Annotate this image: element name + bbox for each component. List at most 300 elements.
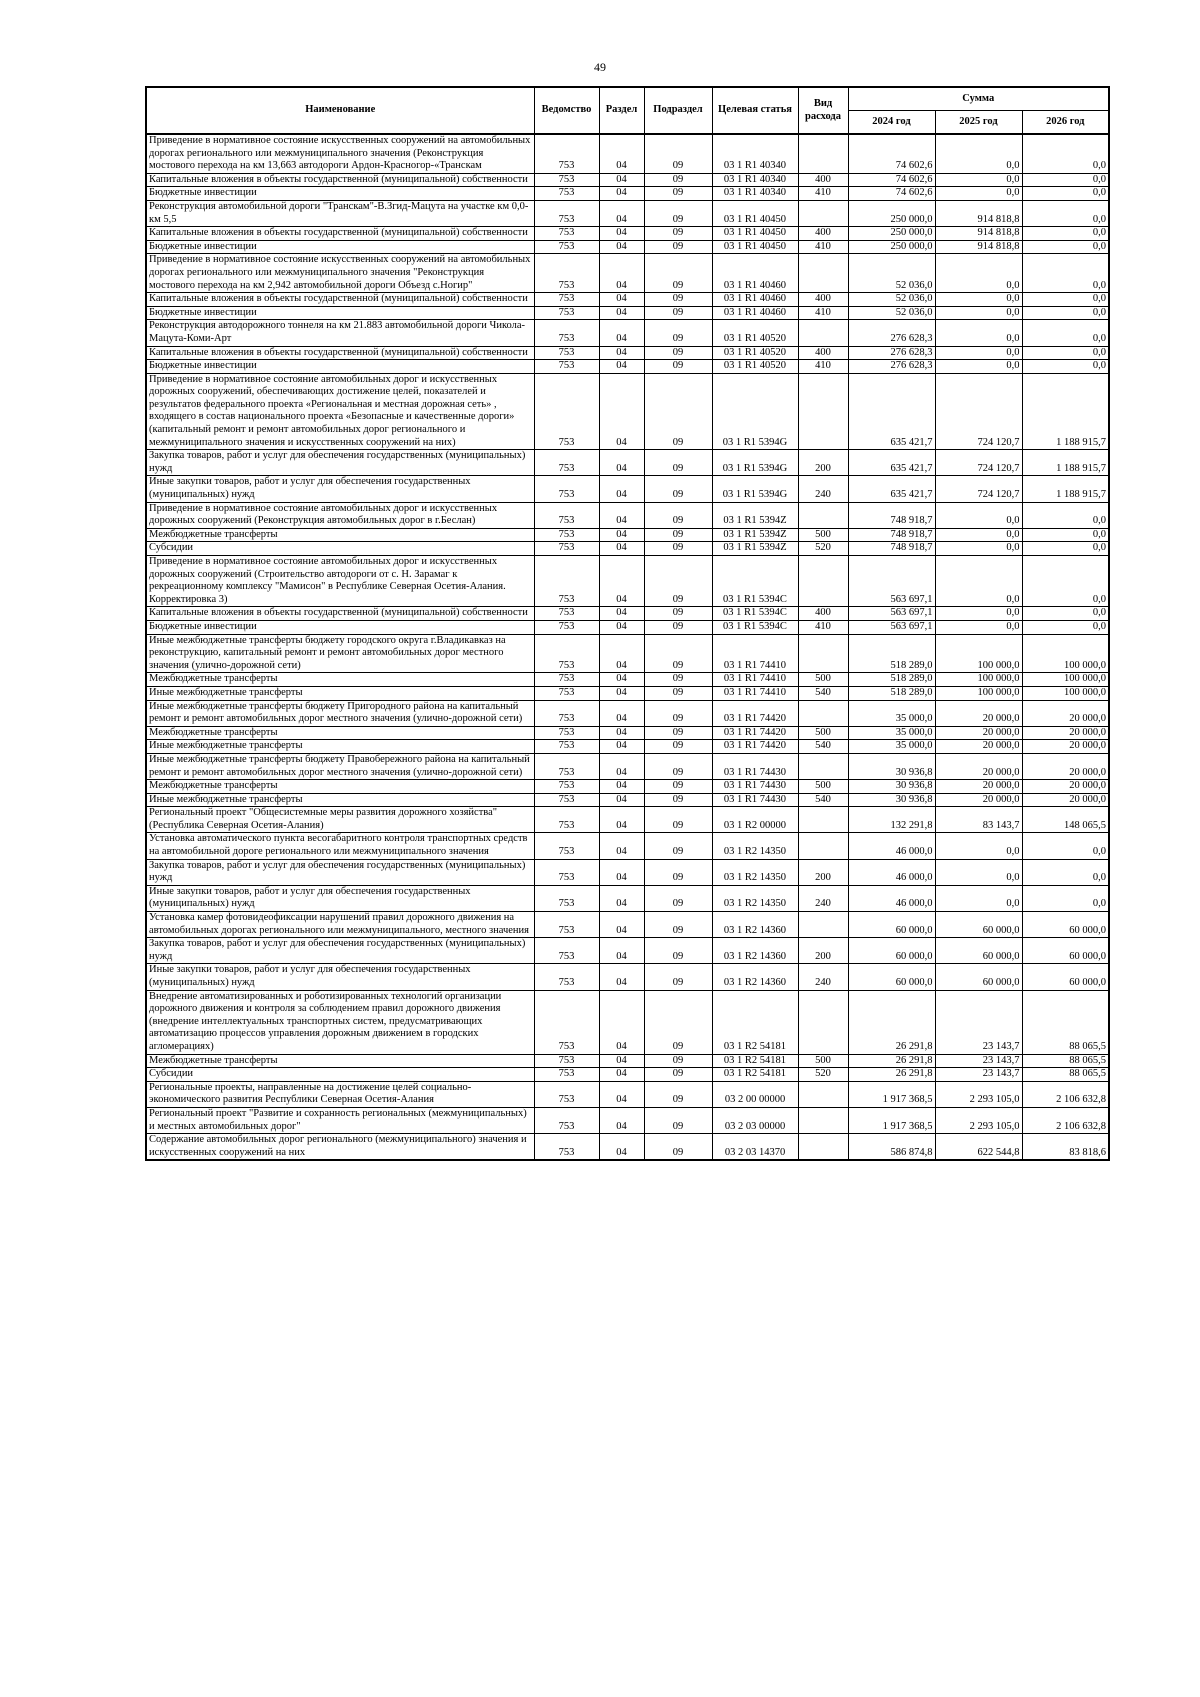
cell-2024: 635 421,7 [848, 450, 935, 476]
cell-2026: 0,0 [1022, 346, 1109, 360]
cell-2026: 2 106 632,8 [1022, 1107, 1109, 1133]
cell-vid [798, 1081, 848, 1107]
cell-podrazdel: 09 [644, 912, 712, 938]
cell-podrazdel: 09 [644, 686, 712, 700]
cell-2026: 0,0 [1022, 620, 1109, 634]
cell-vid: 520 [798, 542, 848, 556]
table-row [146, 240, 1109, 254]
cell-celevaya: 03 1 R1 74420 [712, 740, 798, 754]
cell-celevaya: 03 1 R1 74420 [712, 700, 798, 726]
cell-name: Капитальные вложения в объекты государственной (муниципальной) собственности [146, 293, 534, 307]
cell-name: Приведение в нормативное состояние автомобильных дорог и искусственных дорожных сооружений, обеспечивающих достижение целей, показателей и результатов федерального проекта «Региональная и местная дорожная сеть» , входящего в состав национального проекта «Безопасные и качественные дороги» (капитальный ремонт и ремонт автомобильных дорог регионального и межмуниципального значения и искусственных сооружений на них) [146, 373, 534, 450]
table-row [146, 200, 1109, 226]
cell-vid [798, 833, 848, 859]
cell-2026: 88 065,5 [1022, 990, 1109, 1054]
col-header-name: Наименование [146, 87, 534, 134]
cell-razdel: 04 [599, 134, 644, 173]
cell-2024: 132 291,8 [848, 807, 935, 833]
table-row [146, 912, 1109, 938]
cell-razdel: 04 [599, 833, 644, 859]
cell-name: Закупка товаров, работ и услуг для обеспечения государственных (муниципальных) нужд [146, 859, 534, 885]
table-row [146, 293, 1109, 307]
cell-vid: 400 [798, 346, 848, 360]
cell-podrazdel: 09 [644, 793, 712, 807]
cell-vedomstvo: 753 [534, 1081, 599, 1107]
cell-vid [798, 912, 848, 938]
cell-vid: 240 [798, 964, 848, 990]
cell-2025: 0,0 [935, 859, 1022, 885]
cell-2025: 60 000,0 [935, 938, 1022, 964]
cell-vid [798, 807, 848, 833]
cell-podrazdel: 09 [644, 134, 712, 173]
cell-vid [798, 254, 848, 293]
cell-2024: 635 421,7 [848, 476, 935, 502]
cell-podrazdel: 09 [644, 320, 712, 346]
cell-vid: 500 [798, 673, 848, 687]
cell-razdel: 04 [599, 990, 644, 1054]
cell-2024: 276 628,3 [848, 360, 935, 374]
cell-vid: 410 [798, 187, 848, 201]
cell-vedomstvo: 753 [534, 1068, 599, 1082]
cell-vid: 500 [798, 1054, 848, 1068]
table-row [146, 1107, 1109, 1133]
cell-celevaya: 03 1 R2 14350 [712, 885, 798, 911]
cell-2026: 0,0 [1022, 556, 1109, 607]
cell-2025: 0,0 [935, 833, 1022, 859]
cell-2024: 518 289,0 [848, 673, 935, 687]
cell-vid: 400 [798, 227, 848, 241]
table-row [146, 320, 1109, 346]
table-row [146, 885, 1109, 911]
cell-podrazdel: 09 [644, 542, 712, 556]
cell-name: Закупка товаров, работ и услуг для обеспечения государственных (муниципальных) нужд [146, 938, 534, 964]
cell-vedomstvo: 753 [534, 293, 599, 307]
cell-2024: 30 936,8 [848, 780, 935, 794]
cell-celevaya: 03 1 R1 40450 [712, 240, 798, 254]
cell-vid: 540 [798, 740, 848, 754]
cell-2025: 0,0 [935, 556, 1022, 607]
cell-name: Иные закупки товаров, работ и услуг для обеспечения государственных (муниципальных) нужд [146, 885, 534, 911]
cell-2026: 60 000,0 [1022, 912, 1109, 938]
cell-2026: 0,0 [1022, 293, 1109, 307]
table-row [146, 938, 1109, 964]
cell-name: Реконструкция автомобильной дороги "Транскам"-В.Згид-Мацута на участке км 0,0- км 5,5 [146, 200, 534, 226]
cell-2026: 20 000,0 [1022, 700, 1109, 726]
cell-2026: 0,0 [1022, 360, 1109, 374]
cell-vedomstvo: 753 [534, 528, 599, 542]
cell-razdel: 04 [599, 620, 644, 634]
cell-razdel: 04 [599, 912, 644, 938]
cell-vedomstvo: 753 [534, 726, 599, 740]
table-row [146, 833, 1109, 859]
cell-celevaya: 03 1 R1 74410 [712, 686, 798, 700]
col-header-celevaya: Целевая статья [712, 87, 798, 134]
cell-vedomstvo: 753 [534, 859, 599, 885]
cell-vedomstvo: 753 [534, 964, 599, 990]
cell-razdel: 04 [599, 346, 644, 360]
cell-2025: 0,0 [935, 620, 1022, 634]
cell-vedomstvo: 753 [534, 306, 599, 320]
cell-vid [798, 556, 848, 607]
cell-razdel: 04 [599, 1081, 644, 1107]
cell-celevaya: 03 1 R1 74430 [712, 793, 798, 807]
cell-2024: 60 000,0 [848, 912, 935, 938]
cell-vid: 410 [798, 240, 848, 254]
cell-2025: 724 120,7 [935, 476, 1022, 502]
cell-2025: 0,0 [935, 346, 1022, 360]
cell-vedomstvo: 753 [534, 556, 599, 607]
cell-podrazdel: 09 [644, 700, 712, 726]
table-row [146, 859, 1109, 885]
cell-razdel: 04 [599, 542, 644, 556]
cell-celevaya: 03 1 R1 40520 [712, 346, 798, 360]
table-row [146, 1134, 1109, 1161]
cell-2025: 2 293 105,0 [935, 1081, 1022, 1107]
cell-vedomstvo: 753 [534, 780, 599, 794]
cell-vedomstvo: 753 [534, 187, 599, 201]
cell-2026: 2 106 632,8 [1022, 1081, 1109, 1107]
cell-2025: 23 143,7 [935, 990, 1022, 1054]
cell-celevaya: 03 1 R2 14350 [712, 833, 798, 859]
cell-2025: 914 818,8 [935, 200, 1022, 226]
cell-2025: 0,0 [935, 607, 1022, 621]
cell-razdel: 04 [599, 502, 644, 528]
cell-razdel: 04 [599, 607, 644, 621]
cell-podrazdel: 09 [644, 450, 712, 476]
cell-name: Капитальные вложения в объекты государственной (муниципальной) собственности [146, 173, 534, 187]
cell-razdel: 04 [599, 740, 644, 754]
cell-razdel: 04 [599, 634, 644, 673]
cell-2024: 276 628,3 [848, 346, 935, 360]
table-row [146, 1068, 1109, 1082]
cell-2026: 20 000,0 [1022, 753, 1109, 779]
cell-2025: 0,0 [935, 502, 1022, 528]
cell-vid: 410 [798, 360, 848, 374]
cell-podrazdel: 09 [644, 673, 712, 687]
cell-name: Региональный проект "Развитие и сохранность региональных (межмуниципальных) и местных автомобильных дорог" [146, 1107, 534, 1133]
cell-razdel: 04 [599, 1134, 644, 1161]
cell-vid: 200 [798, 450, 848, 476]
col-header-podrazdel: Подраздел [644, 87, 712, 134]
cell-vedomstvo: 753 [534, 607, 599, 621]
cell-podrazdel: 09 [644, 227, 712, 241]
cell-vedomstvo: 753 [534, 360, 599, 374]
cell-razdel: 04 [599, 753, 644, 779]
col-header-2024: 2024 год [848, 111, 935, 135]
cell-razdel: 04 [599, 793, 644, 807]
cell-celevaya: 03 1 R1 5394G [712, 373, 798, 450]
cell-2026: 0,0 [1022, 502, 1109, 528]
cell-name: Иные межбюджетные трансферты бюджету Пригородного района на капитальный ремонт и ремонт автомобильных дорог местного значения (улично-дорожной сети) [146, 700, 534, 726]
cell-podrazdel: 09 [644, 833, 712, 859]
cell-vedomstvo: 753 [534, 740, 599, 754]
cell-celevaya: 03 1 R2 14350 [712, 859, 798, 885]
cell-name: Иные межбюджетные трансферты бюджету Правобережного района на капитальный ремонт и ремонт автомобильных дорог местного значения (улично-дорожной сети) [146, 753, 534, 779]
cell-vedomstvo: 753 [534, 450, 599, 476]
cell-celevaya: 03 1 R1 5394G [712, 450, 798, 476]
cell-2026: 148 065,5 [1022, 807, 1109, 833]
cell-2026: 20 000,0 [1022, 780, 1109, 794]
cell-name: Приведение в нормативное состояние автомобильных дорог и искусственных дорожных сооружений (Реконструкция автомобильных дорог в г.Беслан) [146, 502, 534, 528]
cell-name: Установка камер фотовидеофиксации нарушений правил дорожного движения на автомобильных дорогах регионального или межмуниципального, местного значения [146, 912, 534, 938]
cell-celevaya: 03 1 R1 5394C [712, 607, 798, 621]
cell-celevaya: 03 2 03 00000 [712, 1107, 798, 1133]
cell-name: Капитальные вложения в объекты государственной (муниципальной) собственности [146, 227, 534, 241]
cell-vedomstvo: 753 [534, 990, 599, 1054]
cell-name: Субсидии [146, 1068, 534, 1082]
table-row [146, 1081, 1109, 1107]
cell-celevaya: 03 1 R1 5394G [712, 476, 798, 502]
cell-razdel: 04 [599, 556, 644, 607]
cell-podrazdel: 09 [644, 528, 712, 542]
table-row [146, 556, 1109, 607]
cell-vedomstvo: 753 [534, 373, 599, 450]
cell-2024: 748 918,7 [848, 542, 935, 556]
cell-vedomstvo: 753 [534, 938, 599, 964]
table-row [146, 476, 1109, 502]
cell-celevaya: 03 1 R1 74410 [712, 634, 798, 673]
cell-2025: 0,0 [935, 134, 1022, 173]
cell-podrazdel: 09 [644, 1107, 712, 1133]
cell-2024: 635 421,7 [848, 373, 935, 450]
cell-2024: 46 000,0 [848, 885, 935, 911]
cell-name: Приведение в нормативное состояние искусственных сооружений на автомобильных дорогах регионального или межмуниципального значения "Реконструкция мостового перехода на км 2,942 автомобильной дороги Объезд с.Ногир" [146, 254, 534, 293]
cell-2025: 20 000,0 [935, 726, 1022, 740]
cell-celevaya: 03 1 R1 74430 [712, 753, 798, 779]
cell-vid [798, 502, 848, 528]
budget-table [145, 86, 1110, 1161]
table-row [146, 634, 1109, 673]
cell-celevaya: 03 1 R1 74410 [712, 673, 798, 687]
cell-celevaya: 03 1 R1 5394C [712, 620, 798, 634]
table-row [146, 620, 1109, 634]
cell-vedomstvo: 753 [534, 254, 599, 293]
cell-vid [798, 990, 848, 1054]
cell-vid [798, 1107, 848, 1133]
cell-podrazdel: 09 [644, 964, 712, 990]
cell-razdel: 04 [599, 1107, 644, 1133]
cell-2024: 26 291,8 [848, 1068, 935, 1082]
cell-2025: 83 143,7 [935, 807, 1022, 833]
cell-vedomstvo: 753 [534, 793, 599, 807]
cell-2024: 26 291,8 [848, 1054, 935, 1068]
table-row [146, 134, 1109, 173]
cell-podrazdel: 09 [644, 726, 712, 740]
cell-podrazdel: 09 [644, 620, 712, 634]
cell-2026: 100 000,0 [1022, 673, 1109, 687]
cell-vid: 200 [798, 859, 848, 885]
cell-vedomstvo: 753 [534, 885, 599, 911]
cell-2026: 0,0 [1022, 320, 1109, 346]
cell-2025: 724 120,7 [935, 450, 1022, 476]
cell-razdel: 04 [599, 227, 644, 241]
cell-vedomstvo: 753 [534, 346, 599, 360]
cell-celevaya: 03 1 R2 54181 [712, 990, 798, 1054]
cell-vid [798, 373, 848, 450]
table-row [146, 700, 1109, 726]
cell-2024: 1 917 368,5 [848, 1107, 935, 1133]
cell-celevaya: 03 1 R1 5394Z [712, 502, 798, 528]
cell-2026: 0,0 [1022, 187, 1109, 201]
cell-name: Межбюджетные трансферты [146, 673, 534, 687]
cell-2026: 0,0 [1022, 859, 1109, 885]
cell-vid: 410 [798, 620, 848, 634]
cell-2024: 60 000,0 [848, 964, 935, 990]
cell-razdel: 04 [599, 450, 644, 476]
cell-name: Региональный проект "Общесистемные меры развития дорожного хозяйства" (Республика Северная Осетия-Алания) [146, 807, 534, 833]
cell-2024: 52 036,0 [848, 306, 935, 320]
cell-podrazdel: 09 [644, 240, 712, 254]
cell-vedomstvo: 753 [534, 200, 599, 226]
cell-2024: 250 000,0 [848, 240, 935, 254]
cell-2026: 0,0 [1022, 542, 1109, 556]
cell-2025: 0,0 [935, 254, 1022, 293]
cell-2025: 2 293 105,0 [935, 1107, 1022, 1133]
cell-razdel: 04 [599, 187, 644, 201]
cell-vedomstvo: 753 [534, 1107, 599, 1133]
table-row [146, 807, 1109, 833]
cell-2026: 0,0 [1022, 833, 1109, 859]
cell-2025: 0,0 [935, 528, 1022, 542]
cell-razdel: 04 [599, 1054, 644, 1068]
cell-vedomstvo: 753 [534, 173, 599, 187]
cell-2025: 60 000,0 [935, 912, 1022, 938]
cell-vid [798, 700, 848, 726]
cell-2025: 0,0 [935, 542, 1022, 556]
cell-2025: 724 120,7 [935, 373, 1022, 450]
cell-razdel: 04 [599, 885, 644, 911]
cell-podrazdel: 09 [644, 360, 712, 374]
cell-2024: 30 936,8 [848, 753, 935, 779]
table-row [146, 373, 1109, 450]
table-row [146, 450, 1109, 476]
cell-name: Иные закупки товаров, работ и услуг для обеспечения государственных (муниципальных) нужд [146, 476, 534, 502]
cell-2024: 563 697,1 [848, 556, 935, 607]
cell-podrazdel: 09 [644, 607, 712, 621]
cell-2024: 250 000,0 [848, 200, 935, 226]
cell-2024: 748 918,7 [848, 528, 935, 542]
cell-vid: 520 [798, 1068, 848, 1082]
cell-celevaya: 03 1 R1 5394C [712, 556, 798, 607]
cell-2026: 0,0 [1022, 607, 1109, 621]
cell-2024: 563 697,1 [848, 607, 935, 621]
cell-celevaya: 03 1 R2 54181 [712, 1068, 798, 1082]
cell-2026: 0,0 [1022, 173, 1109, 187]
cell-vid: 400 [798, 173, 848, 187]
cell-podrazdel: 09 [644, 346, 712, 360]
cell-podrazdel: 09 [644, 780, 712, 794]
cell-2024: 26 291,8 [848, 990, 935, 1054]
cell-name: Иные межбюджетные трансферты [146, 686, 534, 700]
cell-2026: 20 000,0 [1022, 793, 1109, 807]
cell-podrazdel: 09 [644, 753, 712, 779]
cell-celevaya: 03 1 R1 40520 [712, 320, 798, 346]
cell-vid: 240 [798, 885, 848, 911]
cell-2024: 518 289,0 [848, 686, 935, 700]
cell-2025: 0,0 [935, 885, 1022, 911]
cell-vid: 400 [798, 607, 848, 621]
cell-podrazdel: 09 [644, 200, 712, 226]
cell-podrazdel: 09 [644, 938, 712, 964]
cell-name: Приведение в нормативное состояние автомобильных дорог и искусственных дорожных сооружений (Строительство автодороги от с. Н. Зарамаг к рекреационному комплексу "Мамисон" в Республике Северная Осетия-Алания. Корректировка 3) [146, 556, 534, 607]
cell-2024: 74 602,6 [848, 173, 935, 187]
cell-vid [798, 753, 848, 779]
cell-2025: 622 544,8 [935, 1134, 1022, 1161]
col-header-summa: Сумма [848, 87, 1109, 111]
cell-name: Содержание автомобильных дорог регионального (межмуниципального) значения и искусственных сооружений на них [146, 1134, 534, 1161]
table-row [146, 187, 1109, 201]
cell-name: Бюджетные инвестиции [146, 360, 534, 374]
cell-2024: 276 628,3 [848, 320, 935, 346]
table-row [146, 607, 1109, 621]
cell-vid [798, 134, 848, 173]
cell-celevaya: 03 1 R2 14360 [712, 964, 798, 990]
cell-2024: 60 000,0 [848, 938, 935, 964]
cell-razdel: 04 [599, 938, 644, 964]
cell-podrazdel: 09 [644, 990, 712, 1054]
cell-2026: 100 000,0 [1022, 686, 1109, 700]
cell-vedomstvo: 753 [534, 634, 599, 673]
cell-vid [798, 634, 848, 673]
cell-razdel: 04 [599, 528, 644, 542]
cell-celevaya: 03 1 R2 54181 [712, 1054, 798, 1068]
col-header-2026: 2026 год [1022, 111, 1109, 135]
cell-2026: 0,0 [1022, 200, 1109, 226]
cell-podrazdel: 09 [644, 807, 712, 833]
cell-2025: 100 000,0 [935, 634, 1022, 673]
table-row [146, 793, 1109, 807]
cell-celevaya: 03 1 R1 40450 [712, 200, 798, 226]
cell-podrazdel: 09 [644, 373, 712, 450]
cell-vedomstvo: 753 [534, 1134, 599, 1161]
cell-2025: 20 000,0 [935, 780, 1022, 794]
cell-razdel: 04 [599, 320, 644, 346]
table-row [146, 686, 1109, 700]
cell-podrazdel: 09 [644, 740, 712, 754]
cell-podrazdel: 09 [644, 1054, 712, 1068]
table-row [146, 990, 1109, 1054]
cell-celevaya: 03 1 R1 5394Z [712, 542, 798, 556]
table-row [146, 726, 1109, 740]
cell-2025: 0,0 [935, 173, 1022, 187]
cell-2025: 100 000,0 [935, 686, 1022, 700]
cell-2024: 52 036,0 [848, 293, 935, 307]
cell-celevaya: 03 1 R1 40450 [712, 227, 798, 241]
cell-vedomstvo: 753 [534, 1054, 599, 1068]
cell-2025: 23 143,7 [935, 1054, 1022, 1068]
cell-celevaya: 03 1 R1 40460 [712, 306, 798, 320]
cell-celevaya: 03 1 R2 14360 [712, 938, 798, 964]
cell-razdel: 04 [599, 964, 644, 990]
table-row [146, 542, 1109, 556]
cell-celevaya: 03 1 R1 40340 [712, 173, 798, 187]
cell-2026: 0,0 [1022, 528, 1109, 542]
table-row [146, 227, 1109, 241]
cell-name: Межбюджетные трансферты [146, 528, 534, 542]
cell-name: Установка автоматического пункта весогабаритного контроля транспортных средств на автомобильной дороге регионального или межмуниципального значения [146, 833, 534, 859]
cell-name: Иные межбюджетные трансферты [146, 793, 534, 807]
cell-razdel: 04 [599, 859, 644, 885]
page-number: 49 [594, 60, 606, 74]
cell-razdel: 04 [599, 807, 644, 833]
cell-vedomstvo: 753 [534, 686, 599, 700]
cell-name: Межбюджетные трансферты [146, 780, 534, 794]
cell-name: Иные межбюджетные трансферты [146, 740, 534, 754]
cell-2026: 60 000,0 [1022, 964, 1109, 990]
col-header-vid: Вид расхода [798, 87, 848, 134]
cell-razdel: 04 [599, 373, 644, 450]
cell-vid: 540 [798, 793, 848, 807]
